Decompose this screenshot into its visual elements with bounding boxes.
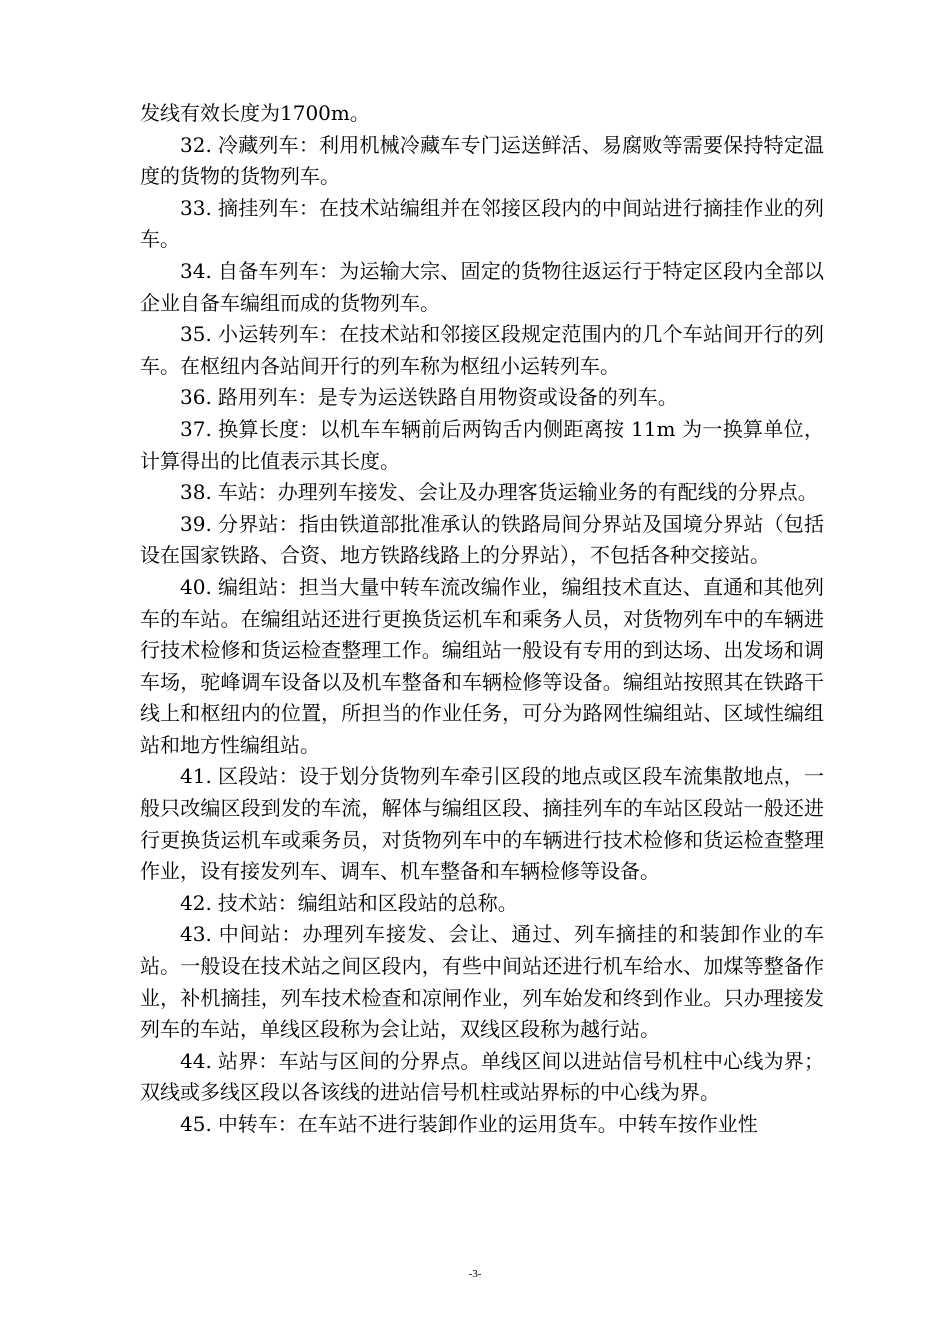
definition-item [140,130,824,193]
definition-item [140,477,824,509]
definition-number: 42. [180,890,212,915]
document-body [140,98,824,1141]
page-number: -3- [468,1268,482,1280]
definition-text: 冷藏列车：利用机械冷藏车专门运送鲜活、易腐败等需要保持特定温度的货物的货物列车。 [140,132,824,189]
definition-item [140,382,824,414]
definition-number: 44. [180,1048,212,1073]
definition-item [140,1046,824,1109]
definition-number: 38. [180,480,212,505]
definition-item [140,888,824,920]
definition-text: 技术站：编组站和区段站的总称。 [217,890,518,915]
definition-text: 路用列车：是专为运送铁路自用物资或设备的列车。 [217,385,678,410]
definition-text: 区段站：设于划分货物列车牵引区段的地点或区段车流集散地点，一般只改编区段到发的车流，解体与编组区段、摘挂列车的车站区段站一般还进行更换货运机车或乘务员，对货物列车中的车辆进行技术检修和货运检查整理作业，设有接发列车、调车、机车整备和车辆检修等设备。 [140,764,824,884]
definition-text: 小运转列车：在技术站和邻接区段规定范围内的几个车站间开行的列车。在枢纽内各站间开行的列车称为枢纽小运转列车。 [140,322,824,378]
definition-number: 34. [180,258,212,283]
definition-number: 32. [180,132,212,157]
continuation-text: 发线有效长度为1700m。 [140,101,370,125]
definition-number: 39. [180,511,212,536]
definition-text: 分界站：指由铁道部批准承认的铁路局间分界站及国境分界站（包括设在国家铁路、合资、地方铁路线路上的分界站），不包括各种交接站。 [140,511,824,568]
definition-text: 车站：办理列车接发、会让及办理客货运输业务的有配线的分界点。 [217,480,818,505]
definition-text: 编组站：担当大量中转车流改编作业，编组技术直达、直通和其他列车的车站。在编组站还进行更换货运机车和乘务人员，对货物列车中的车辆进行技术检修和货运检查整理工作。编组站一般设有专用的到达场、出发场和调车场，驼峰调车设备以及机车整备和车辆检修等设备。编组站按照其在铁路干线上和枢纽内的位置，所担当的作业任务，可分为路网性编组站、区域性编组站和地方性编组站。 [140,574,824,757]
definition-text: 中间站：办理列车接发、会让、通过、列车摘挂的和装卸作业的车站。一般设在技术站之间区段内，有些中间站还进行机车给水、加煤等整备作业，补机摘挂，列车技术检查和凉闸作业，列车始发和终到作业。只办理接发列车的车站，单线区段称为会让站，双线区段称为越行站。 [140,922,824,1042]
definition-number: 41. [180,764,212,789]
definition-text: 站界：车站与区间的分界点。单线区间以进站信号机柱中心线为界；双线或多线区段以各该线的进站信号机柱或站界标的中心线为界。 [140,1048,824,1105]
definition-text: 中转车：在车站不进行装卸作业的运用货车。中转车按作业性 [217,1112,758,1136]
definition-item [140,572,824,762]
definition-item [140,319,824,382]
definition-list [140,130,824,1141]
definition-number: 37. [180,416,212,441]
definition-number: 33. [180,195,212,220]
definition-text: 换算长度：以机车车辆前后两钩舌内侧距离按 11m 为一换算单位，计算得出的比值表示其长度。 [140,416,824,473]
definition-item [140,414,824,477]
definition-number: 43. [180,922,212,947]
definition-item [140,919,824,1045]
definition-number: 35. [180,322,212,347]
definition-item [140,761,824,887]
definition-item [140,256,824,319]
definition-item [140,509,824,572]
definition-number: 40. [180,574,212,599]
definition-text: 摘挂列车：在技术站编组并在邻接区段内的中间站进行摘挂作业的列车。 [140,195,824,252]
definition-number: 36. [180,385,212,410]
definition-item [140,193,824,256]
definition-number: 45. [180,1112,212,1136]
definition-text: 自备车列车：为运输大宗、固定的货物往返运行于特定区段内全部以企业自备车编组而成的货物列车。 [140,258,824,315]
definition-item [140,1109,824,1141]
